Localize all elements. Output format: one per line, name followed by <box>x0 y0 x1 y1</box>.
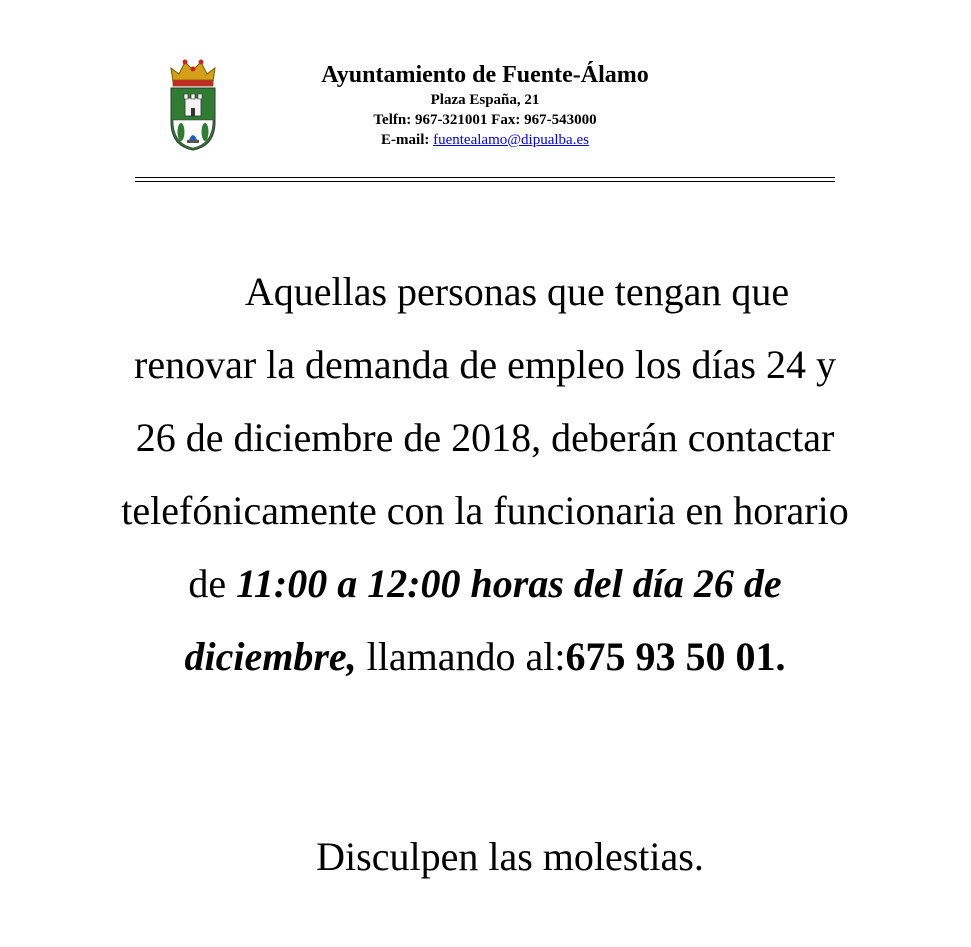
email-label: E-mail: <box>381 132 434 148</box>
closing-apology: Disculpen las molestias. <box>316 834 704 879</box>
notice-time-highlight: 11:00 a 12:00 horas del día 26 de diciembre, <box>184 561 782 679</box>
org-name: Ayuntamiento de Fuente-Álamo <box>321 62 649 88</box>
phone-fax-line: Telfn: 967-321001 Fax: 967-543000 <box>373 112 597 128</box>
notice-text-part2: llamando al: <box>356 634 566 679</box>
notice-body <box>120 255 850 693</box>
address-line: Plaza España, 21 <box>430 92 540 108</box>
header-divider-bottom <box>135 181 835 182</box>
letterhead <box>135 50 835 180</box>
header-divider-top <box>135 177 835 178</box>
notice-text-part1: Aquellas personas que tengan que renovar la demanda de empleo los días 24 y 26 de diciembre de 2018, deberán contactar telefónicamente con la funcionaria en horario de <box>121 269 849 606</box>
municipal-coat-of-arms-icon <box>165 56 221 152</box>
letterhead-text <box>235 60 735 150</box>
email-link[interactable]: fuentealamo@dipualba.es <box>433 132 589 148</box>
notice-phone-number: 675 93 50 01. <box>565 634 786 679</box>
email-line <box>235 130 735 150</box>
